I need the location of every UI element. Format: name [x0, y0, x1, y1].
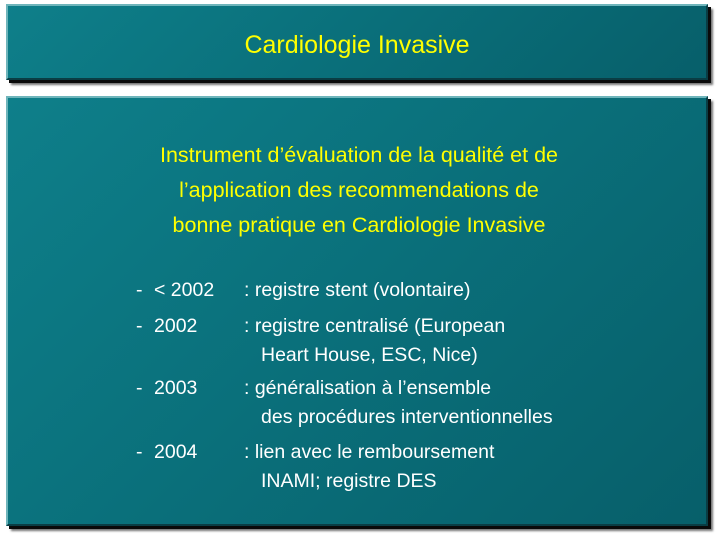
title-panel — [6, 4, 708, 80]
description-line: : lien avec le remboursement — [244, 441, 495, 463]
description-line: : registre centralisé (European — [244, 315, 506, 337]
timeline-year: < 2002 — [154, 279, 215, 301]
timeline-year: 2003 — [154, 377, 198, 399]
content-panel — [6, 96, 708, 526]
bullet-dash: - — [136, 279, 143, 301]
timeline-year: 2002 — [154, 315, 198, 337]
description-line: : registre stent (volontaire) — [244, 279, 471, 301]
intro-text — [48, 138, 670, 243]
timeline-description — [244, 438, 494, 496]
timeline-year: 2004 — [154, 441, 198, 463]
bullet-dash: - — [136, 377, 143, 399]
slide-title: Cardiologie Invasive — [244, 31, 470, 59]
timeline-description — [244, 312, 505, 370]
intro-line: Instrument d’évaluation de la qualité et de — [159, 143, 558, 167]
intro-line: l’application des recommendations de — [179, 178, 539, 202]
description-line: des procédures interventionnelles — [261, 406, 553, 428]
intro-line: bonne pratique en Cardiologie Invasive — [172, 213, 546, 237]
description-line: INAMI; registre DES — [261, 470, 437, 492]
timeline-description — [244, 374, 553, 432]
description-line: Heart House, ESC, Nice) — [261, 344, 478, 366]
bullet-dash: - — [136, 441, 143, 463]
bullet-dash: - — [136, 315, 143, 337]
description-line: : généralisation à l’ensemble — [244, 377, 492, 399]
timeline-description — [244, 276, 471, 305]
